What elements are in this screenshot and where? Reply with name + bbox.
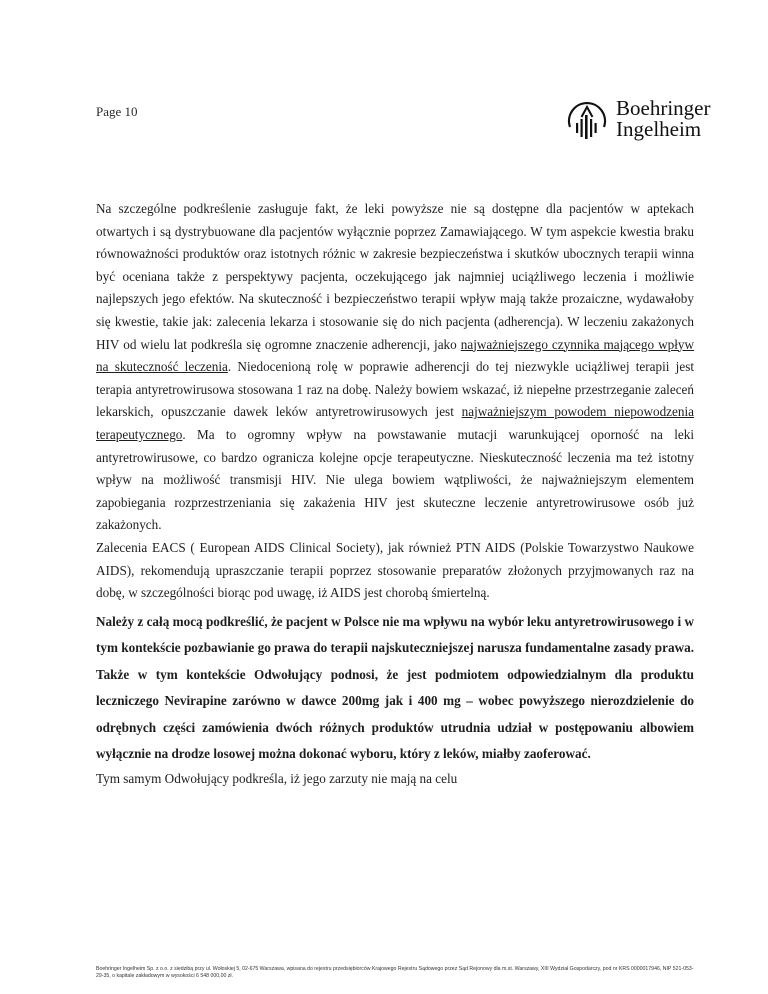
paragraph-emphasis: Należy z całą mocą podkreślić, że pacjent w Polsce nie ma wpływu na wybór leku antyretrowirusowego i w tym kontekście pozbawianie go prawa do terapii najskuteczniejszej narusza fundamentalne zasady prawa. Także w tym kontekście Odwołujący podnosi, że jest podmiotem odpowiedzialnym dla produktu leczniczego Nevirapine zarówno w dawce 200mg jak i 400 mg – wobec powyższego nierozdzielenie do odrębnych części zamówienia dwóch różnych produktów utrudnia udział w postępowaniu albowiem wyłącznie na drodze losowej można dokonać wyboru, który z leków, miałby zaoferować. [96, 613, 694, 762]
underlined-phrase: najważniejszym powodem niepowodzenia terapeutycznego [96, 404, 694, 442]
document-body [96, 198, 694, 790]
company-footer: Boehringer Ingelheim Sp. z o.o. z siedzibą przy ul. Wołoskiej 5, 02-675 Warszawa, wpisana do rejestru przedsiębiorców Krajowego Rejestru Sądowego przez Sąd Rejonowy dla m.st. Warszawy, XIII Wydział Gospodarczy, pod nr KRS 0000017946, NIP 521-053-29-35, o kapitale zakładowym w wysokości 6 548 000,00 zł. [96, 966, 694, 979]
underlined-phrase: najważniejszego czynnika mającego wpływ na skuteczność leczenia [96, 336, 694, 375]
paragraph-conclusion: Tym samym Odwołujący podkreśla, iż jego zarzuty nie mają na celu [96, 770, 458, 786]
logo-text-line1: Boehringer [616, 96, 711, 120]
paragraph-text: Na szczególne podkreślenie zasługuje fakt, że leki powyższe nie są dostępne dla pacjentów w aptekach otwartych i są dystrybuowane dla pacjentów wyłącznie poprzez Zamawiającego. W tym aspekcie kwestia braku równoważności produktów oraz istotnych różnic w zakresie bezpieczeństwa i skutków ubocznych terapii winna być oceniana także z perspektywy pacjenta, oczekującego jak najmniej uciążliwego leczenia i możliwie najlepszych jego efektów. Na skuteczność i bezpieczeństwo terapii wpływ mają także prozaiczne, wydawałoby się kwestie, takie jak: zalecenia lekarza i stosowanie się do nich pacjenta (adherencja). W leczeniu zakażonych HIV od wielu lat podkreśla się ogromne znaczenie adherencji, jako [96, 201, 694, 352]
paragraph-adherence [96, 198, 694, 537]
company-logo [564, 97, 710, 141]
paragraph-text: . Niedocenioną rolę w poprawie adherencji do tej niezwykle uciążliwej terapii jest terapia antyretrowirusowa stosowana 1 raz na dobę. Należy bowiem wskazać, iż niepełne przestrzeganie zaleceń lekarskich, opuszczanie dawek leków antyretrowirusowych jest [96, 359, 694, 420]
boehringer-logo-icon [564, 97, 610, 141]
paragraph-eacs: Zalecenia EACS ( European AIDS Clinical Society), jak również PTN AIDS (Polskie Towarzystwo Naukowe AIDS), rekomendują upraszczanie terapii poprzez stosowanie preparatów złożonych przyjmowanych raz na dobę, w szczególności biorąc pod uwagę, iż AIDS jest chorobą śmiertelną. [96, 539, 694, 601]
page-number: Page 10 [96, 104, 138, 119]
logo-text-line2: Ingelheim [616, 117, 702, 141]
paragraph-text: . Ma to ogromny wpływ na powstawanie mutacji warunkującej oporność na leki antyretrowirusowe, co bardzo ogranicza kolejne opcje terapeutyczne. Nieskuteczność leczenia ma też istotny wpływ na możliwość transmisji HIV. Nie ulega bowiem wątpliwości, że najważniejszym elementem zapobiegania rozprzestrzeniania się zakażenia HIV jest skuteczne leczenie antyretrowirusowe osób już zakażonych. [96, 426, 694, 533]
